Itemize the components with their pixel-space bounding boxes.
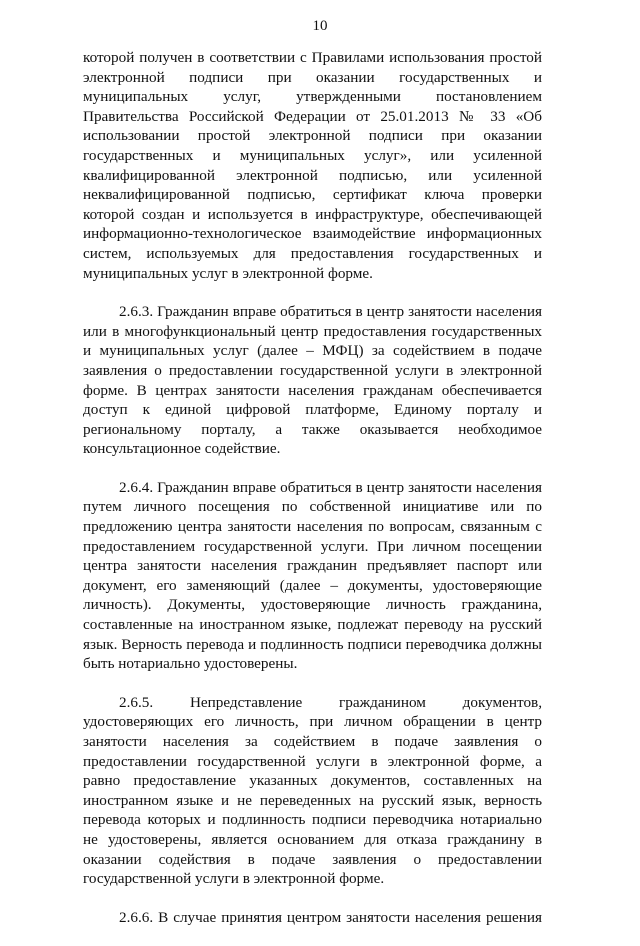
text-line: форме. В центрах занятости населения гражданам обеспечивается xyxy=(83,381,542,399)
text-line: 2.6.3. Гражданин вправе обратиться в центр занятости населения xyxy=(119,303,542,321)
text-line: предоставлением государственной услуги. При личном посещении xyxy=(83,537,542,555)
text-line: региональному порталу, а также оказывается необходимое xyxy=(83,420,542,438)
text-line: квалифицированной электронной подписью, или усиленной xyxy=(83,166,542,184)
text-line: перевода которых и подлинность подписи переводчика нотариально xyxy=(83,811,542,829)
text-line: государственной услуги в электронной форме. xyxy=(83,870,385,888)
text-line: составленные на иностранном языке, подлежат переводу на русский xyxy=(83,616,542,634)
text-line: информационно-технологическое взаимодействие информационных xyxy=(83,225,542,243)
text-line: консультационное содействие. xyxy=(83,440,281,458)
text-line: или в многофункциональный центр предоставления государственных xyxy=(83,322,542,340)
text-line: не удостоверены, является основанием для отказа гражданину в xyxy=(83,830,542,848)
text-line: иностранном языке и не переведенных на русский язык, верность xyxy=(83,791,542,809)
text-line: удостоверяющих его личность, при личном обращении в центр xyxy=(83,713,542,731)
text-line: систем, используемых для предоставления государственных и xyxy=(83,244,542,262)
text-line: Правительства Российской Федерации от 25.01.2013 № 33 «Об xyxy=(83,107,542,125)
text-line: оказании содействия в подаче заявления о предоставлении xyxy=(83,850,542,868)
page-number: 10 xyxy=(312,18,328,34)
paragraph-2-6-5 xyxy=(83,693,542,889)
paragraph-2-6-6 xyxy=(83,908,542,928)
text-line: муниципальных услуг, утвержденными постановлением xyxy=(83,88,542,106)
text-line: которой получен в соответствии с Правилами использования простой xyxy=(83,49,542,66)
text-line: муниципальных услуг в электронной форме. xyxy=(83,264,373,282)
text-line: язык. Верность перевода и подлинность подписи переводчика должны xyxy=(83,635,542,653)
text-line: использовании простой электронной подписи при оказании xyxy=(83,127,542,145)
text-line: быть нотариально удостоверены. xyxy=(83,655,298,673)
text-line: 2.6.6. В случае принятия центром занятости населения решения xyxy=(119,908,542,926)
text-line: электронной подписи при оказании государственных и xyxy=(83,68,542,86)
paragraph-continuation xyxy=(83,48,542,283)
text-line: центра занятости населения гражданин предъявляет паспорт или xyxy=(83,557,542,575)
text-line: неквалифицированной подписью, сертификат ключа проверки xyxy=(83,186,542,204)
text-line: предложению центра занятости населения по вопросам, связанным с xyxy=(83,518,542,536)
text-line: предоставлении государственной услуги в электронной форме, а xyxy=(83,752,542,770)
paragraph-2-6-4 xyxy=(83,478,542,674)
text-line: которой создан и используется в инфраструктуре, обеспечивающей xyxy=(83,205,542,223)
text-line: занятости населения за содействием в подаче заявления о xyxy=(83,733,542,750)
paragraph-2-6-3 xyxy=(83,302,542,459)
text-line: 2.6.4. Гражданин вправе обратиться в центр занятости населения xyxy=(119,478,542,496)
text-line: 2.6.5. Непредставление гражданином документов, xyxy=(119,693,542,711)
text-line: и муниципальных услуг (далее – МФЦ) за содействием в подаче xyxy=(83,342,542,360)
text-line: заявления о предоставлении государственной услуги в электронной xyxy=(83,361,542,379)
text-line: личность). Документы, удостоверяющие личность гражданина, xyxy=(83,596,542,614)
text-line: доступ к единой цифровой платформе, Единому порталу и xyxy=(83,401,542,419)
text-line: равно предоставление указанных документов, составленных на xyxy=(83,772,542,790)
text-line: государственных и муниципальных услуг», или усиленной xyxy=(83,146,542,164)
text-line: документ, его заменяющий (далее – документы, удостоверяющие xyxy=(83,576,542,594)
text-line: путем личного посещения по собственной инициативе или по xyxy=(83,498,542,516)
document-body xyxy=(83,48,542,946)
